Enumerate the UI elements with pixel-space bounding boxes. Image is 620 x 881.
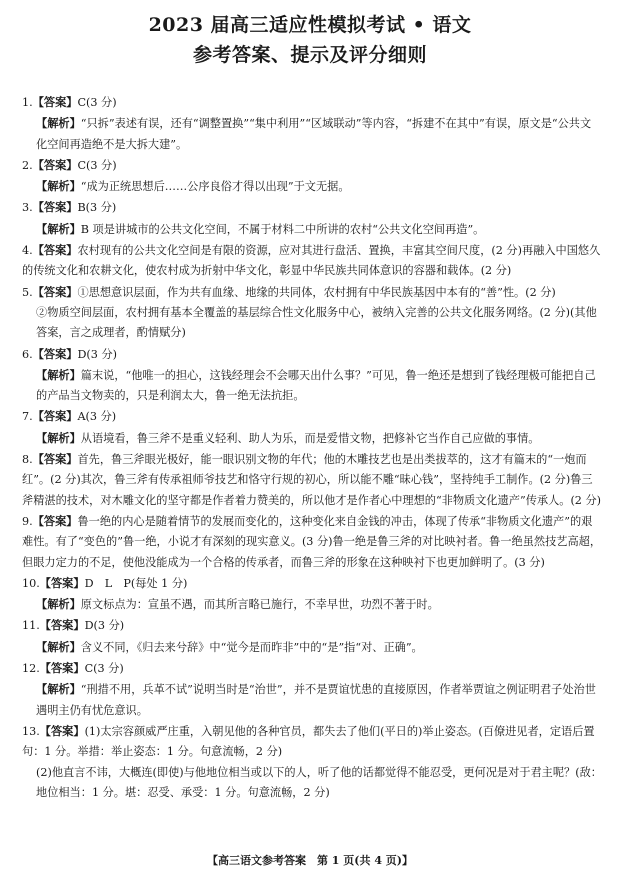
page-subtitle: 参考答案、提示及评分细则 bbox=[192, 44, 427, 66]
item-12-analysis: 【解析】“刑措不用，兵革不试”说明当时是“治世”，并不是贾谊忧患的直接原因，作者举贾谊之例证明君子处治世遇明主仍有忧危意识。 bbox=[36, 682, 596, 717]
item-5-answer: 5.【答案】①思想意识层面，作为共有血缘、地缘的共同体，农村拥有中华民族基因中本有的“善”性。(2 分) bbox=[22, 284, 556, 299]
item-13-answer-part2: (2)他直言不讳，大概连(即使)与他地位相当或以下的人，听了他的话都觉得不能忍受，更何况是对于君主呢？(敌：地位相当：1 分。堪：忍受、承受：1 分。句意流畅，2 分) bbox=[36, 765, 602, 799]
item-2-answer: 2.【答案】C(3 分) bbox=[22, 157, 117, 172]
answer-list bbox=[22, 92, 602, 803]
item-11-analysis: 【解析】含义不同，《归去来兮辞》中“觉今是而昨非”中的“是”指“对、正确”。 bbox=[36, 639, 423, 654]
page-footer: 【高三语文参考答案 第 1 页(共 4 页)】 bbox=[206, 854, 414, 867]
item-6-analysis: 【解析】篇末说，“他唯一的担心，这钱经理会不会哪天出什么事？”可见，鲁一绝还是想到了钱经理极可能把自己的产品当文物卖的，只是利润太大，鲁一绝无法抗拒。 bbox=[36, 367, 596, 403]
item-3-analysis: 【解析】B 项是讲城市的公共文化空间，不属于材料二中所讲的农村“公共文化空间再造”。 bbox=[36, 221, 485, 236]
item-2-analysis: 【解析】“成为正统思想后……公序良俗才得以出现”于文无据。 bbox=[36, 179, 350, 194]
item-12-answer: 12.【答案】C(3 分) bbox=[22, 661, 124, 676]
item-11-answer: 11.【答案】D(3 分) bbox=[22, 618, 125, 633]
item-5-answer-part2: ②物质空间层面，农村拥有基本全覆盖的基层综合性文化服务中心，被纳入完善的公共文化服务网络。(2 分)(其他答案，言之成理者，酌情赋分) bbox=[36, 305, 597, 340]
item-1-answer: 1.【答案】C(3 分) bbox=[22, 95, 117, 109]
item-6-answer: 6.【答案】D(3 分) bbox=[22, 346, 118, 361]
item-8-answer: 8.【答案】首先，鲁三斧眼光极好，能一眼识别文物的年代；他的木雕技艺也是出类拔萃的，这才有篇末的“一炮而红”。(2 分)其次，鲁三斧有传承祖师爷技艺和恪守行规的初心，所以能不雕“昧心钱”，坚持纯手工制作。(2 分)鲁三斧精湛的技术，对木雕文化的坚守都是作者着力赞美的，所以他才是作者心中理想的“非物质文化遗产”传承人。(2 分) bbox=[22, 452, 602, 507]
item-13-answer: 13.【答案】(1)太宗容颜威严庄重，入朝见他的各种官员，都失去了他们(平日的)举止姿态。(百僚进见者，定语后置句：1 分。举措：举止姿态：1 分。句意流畅，2 分) bbox=[22, 723, 595, 759]
item-3-answer: 3.【答案】B(3 分) bbox=[22, 200, 117, 215]
item-9-answer: 9.【答案】鲁一绝的内心是随着情节的发展而变化的，这种变化来自金钱的冲击，体现了传承“非物质文化遗产”的艰难性。有了“变色的”鲁一绝，小说才有深刻的现实意义。(3 分)鲁一绝是鲁三斧的对比映衬者。鲁一绝虽然技艺高超，但眼力定力的不足，使他没能成为一个合格的传承者，而鲁三斧的形象在这种映衬下也更加鲜明了。(3 分) bbox=[22, 513, 602, 569]
item-7-answer: 7.【答案】A(3 分) bbox=[22, 409, 117, 424]
item-4-answer: 4.【答案】农村现有的公共文化空间是有限的资源，应对其进行盘活、置换，丰富其空间尺度，(2 分)再融入中国悠久的传统文化和农耕文化，使农村成为折射中华文化，彰显中华民族共同体意识的容器和载体。(2 分) bbox=[22, 243, 601, 278]
page-title: 2023 届高三适应性模拟考试 • 语文 bbox=[148, 14, 472, 36]
item-10-analysis: 【解析】原文标点为：宣虽不遇，而其所言略已施行，不幸早世，功烈不著于时。 bbox=[36, 597, 439, 612]
item-7-analysis: 【解析】从语境看，鲁三斧不是重义轻利、助人为乐，而是爱惜文物，把修补它当作自己应做的事情。 bbox=[36, 430, 540, 445]
item-1-analysis: 【解析】“只拆”表述有误，还有“调整置换”“集中利用”“区域联动”等内容，“拆建不在其中”有误，原文是“公共文化空间再造绝不是大拆大建”。 bbox=[36, 116, 592, 151]
item-10-answer: 10.【答案】D L P(每处 1 分) bbox=[22, 575, 188, 590]
